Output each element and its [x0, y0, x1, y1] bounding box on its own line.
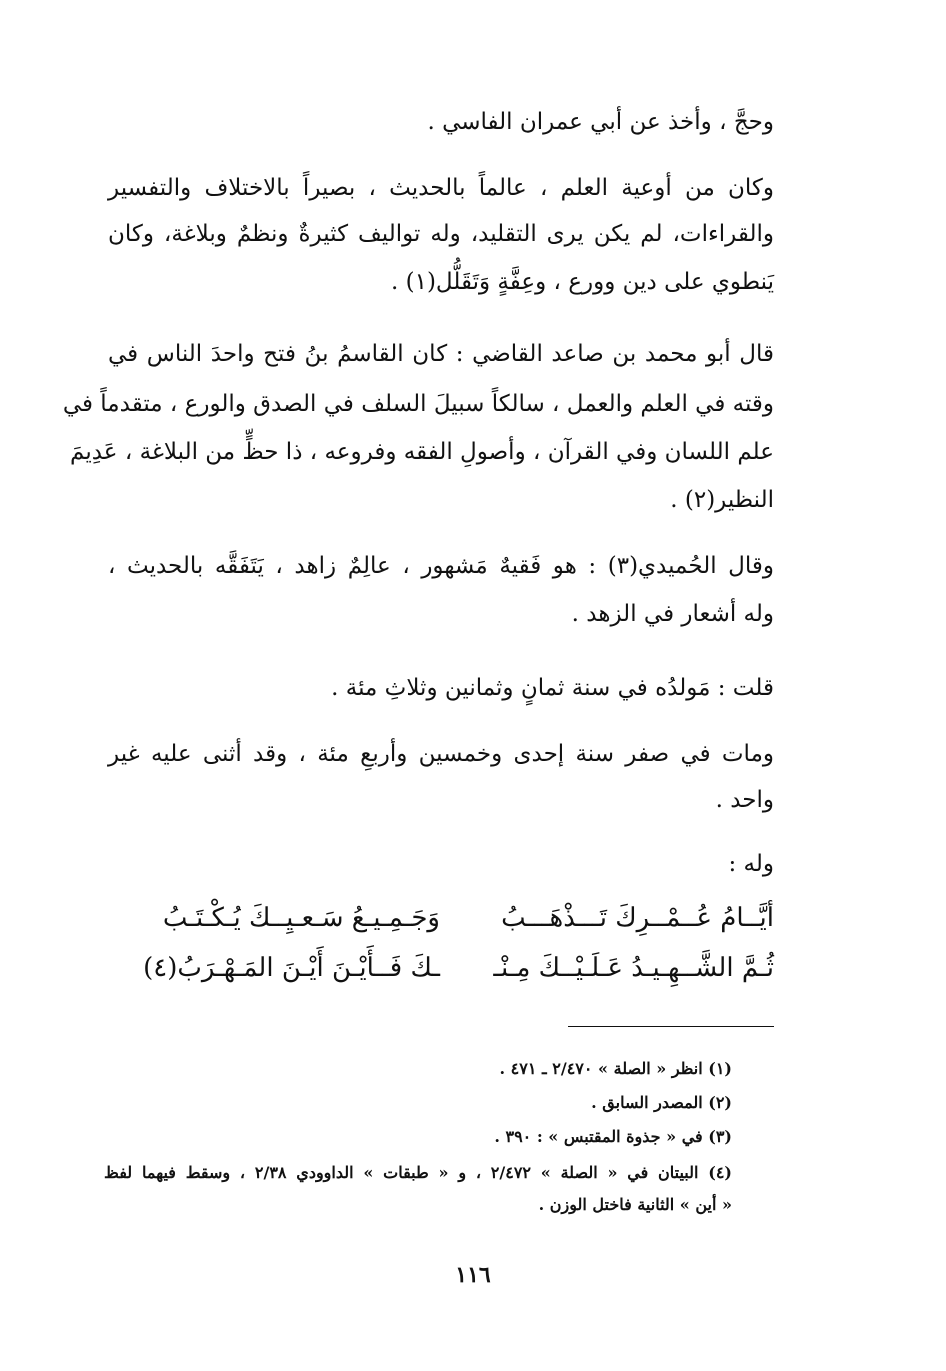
body-line: وكان من أوعية العلم ، عالماً بالحديث ، بصيراً بالاختلاف والتفسير: [108, 175, 774, 201]
poem-verse-1-sadr: أيَّــامُ عُــمْــرِكَ تَـــذْهَـــبُ: [501, 903, 774, 933]
footnote: (١) انظر « الصلة » ٢/٤٧٠ ـ ٤٧١ .: [499, 1059, 732, 1078]
body-line: واحد .: [715, 787, 774, 813]
poem-verse-2-ajuz: ـكَ فَــأَيْـنَ أَيْـنَ المَـهْـرَبُ(٤): [143, 953, 440, 983]
page-number: ١١٦: [455, 1262, 491, 1288]
body-line: وله :: [728, 851, 774, 877]
body-line: علم اللسان وفي القرآن ، وأصولِ الفقه وفروعه ، ذا حظٍّ من البلاغة ، عَدِيمَ: [70, 439, 774, 465]
footnote: (٤) البيتان في « الصلة » ٢/٤٧٢ ، و « طبقات » الداوودي ٢/٣٨ ، وسقط فيهما لفظ: [104, 1163, 732, 1182]
footnote: « أين » الثانية فاختل الوزن .: [538, 1195, 732, 1214]
body-line: وله أشعار في الزهد .: [571, 601, 774, 627]
body-line: والقراءات، لم يكن يرى التقليد، وله تواليف كثيرةٌ ونظمٌ وبلاغة، وكان: [108, 221, 774, 247]
poem-verse-2-sadr: ثُـمَّ الشَّــهِـيـدُ عَـلَـيْــكَ مِـنْـ: [493, 953, 774, 983]
body-line: ومات في صفر سنة إحدى وخمسين وأربعِ مئة ، وقد أثنى عليه غير: [108, 741, 774, 767]
body-line: قال أبو محمد بن صاعد القاضي : كان القاسمُ بنُ فتح واحدَ الناس في: [108, 341, 774, 367]
body-line: وحجَّ ، وأخذ عن أبي عمران الفاسي .: [427, 109, 774, 135]
poem-verse-1-ajuz: وَجَـمِـيـعُ سَـعـيِــكَ يُـكْـتَـبُ: [162, 903, 440, 933]
body-line: وقته في العلم والعمل ، سالكاً سبيلَ السلف في الصدق والورع ، متقدماً في: [62, 391, 774, 417]
footnote-separator: [568, 1026, 774, 1027]
footnote: (٢) المصدر السابق .: [591, 1093, 732, 1112]
body-line: وقال الحُميدي(٣) : هو فَقيهٌ مَشهور ، عالِمٌ زاهد ، يَتَفَقَّه بالحديث ،: [108, 553, 774, 579]
body-line: يَنطوي على دين وورع ، وعِفَّةٍ وَتَقَلُّل(١) .: [390, 269, 774, 295]
footnote: (٣) في « جذوة المقتبس » : ٣٩٠ .: [494, 1127, 732, 1146]
body-line: قلت : مَولدُه في سنة ثمانٍ وثمانين وثلاثِ مئة .: [331, 675, 774, 701]
body-line: النظير(٢) .: [670, 487, 774, 513]
